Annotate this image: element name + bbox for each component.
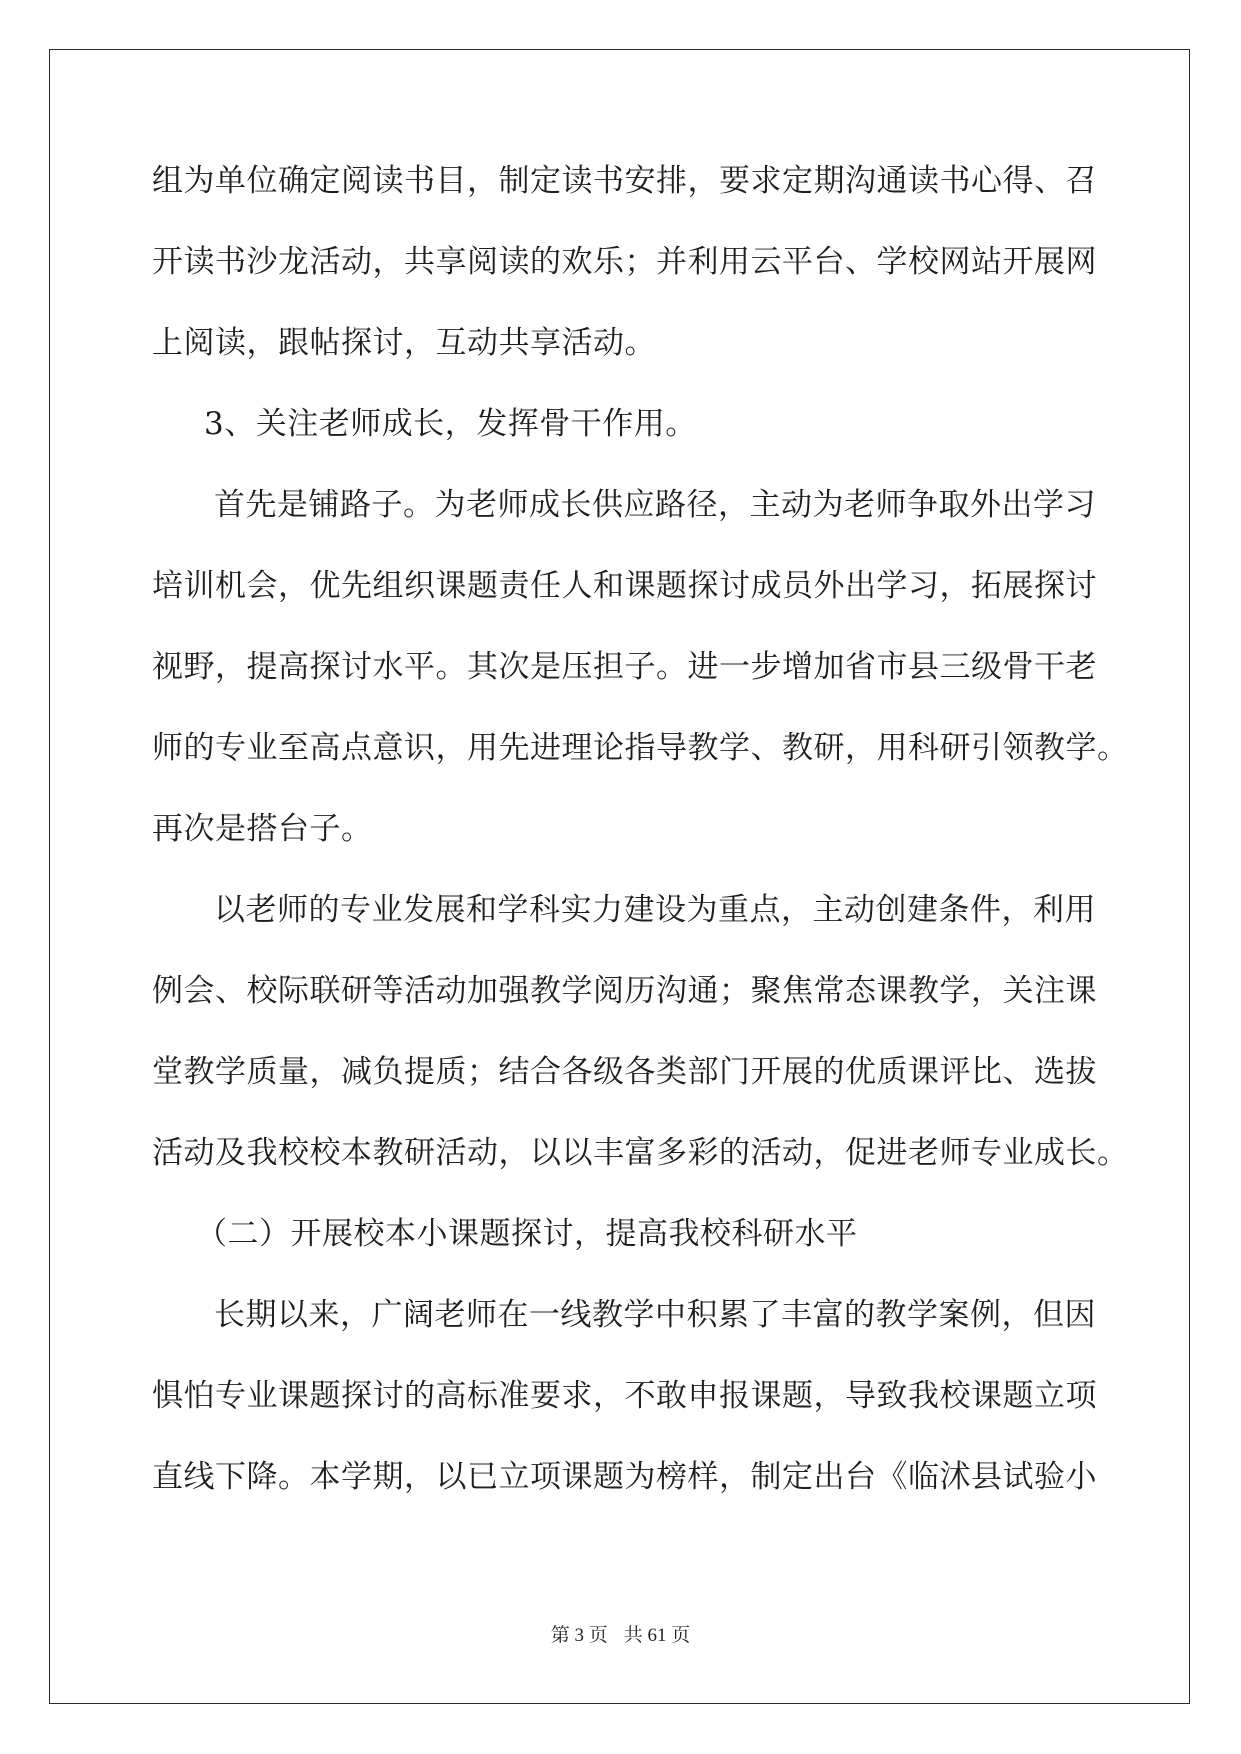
text-line: 首先是铺路子。为老师成长供应路径，主动为老师争取外出学习 bbox=[214, 487, 1096, 523]
text-line: 例会、校际联研等活动加强教学阅历沟通；聚焦常态课教学，关注课 bbox=[152, 973, 1097, 1009]
text-line: 视野，提高探讨水平。其次是压担子。进一步增加省市县三级骨干老 bbox=[152, 649, 1097, 685]
text-line: 惧怕专业课题探讨的高标准要求，不敢申报课题，导致我校课题立项 bbox=[152, 1378, 1097, 1414]
text-line: 师的专业至高点意识，用先进理论指导教学、教研，用科研引领教学。 bbox=[152, 730, 1129, 766]
text-line: 组为单位确定阅读书目，制定读书安排，要求定期沟通读书心得、召 bbox=[152, 163, 1097, 199]
text-line: 长期以来，广阔老师在一线教学中积累了丰富的教学案例，但因 bbox=[214, 1297, 1096, 1333]
page-border bbox=[49, 49, 1190, 1704]
text-line: 活动及我校校本教研活动，以以丰富多彩的活动，促进老师专业成长。 bbox=[152, 1135, 1129, 1171]
list-heading: 3、关注老师成长，发挥骨干作用。 bbox=[204, 406, 697, 442]
text-line: 直线下降。本学期，以已立项课题为榜样，制定出台《临沭县试验小 bbox=[152, 1459, 1097, 1495]
text-line: 开读书沙龙活动，共享阅读的欢乐；并利用云平台、学校网站开展网 bbox=[152, 244, 1097, 280]
text-line: 以老师的专业发展和学科实力建设为重点，主动创建条件，利用 bbox=[214, 892, 1096, 928]
page-footer bbox=[0, 1620, 1241, 1647]
section-heading: （二）开展校本小课题探讨，提高我校科研水平 bbox=[196, 1216, 858, 1252]
text-line: 上阅读，跟帖探讨，互动共享活动。 bbox=[152, 325, 656, 361]
text-line: 再次是搭台子。 bbox=[152, 811, 373, 847]
text-line: 堂教学质量，减负提质；结合各级各类部门开展的优质课评比、选拔 bbox=[152, 1054, 1097, 1090]
page-total: 共 61 页 bbox=[623, 1625, 691, 1646]
text-line: 培训机会，优先组织课题责任人和课题探讨成员外出学习，拓展探讨 bbox=[152, 568, 1097, 604]
page-number: 第 3 页 bbox=[550, 1625, 608, 1646]
